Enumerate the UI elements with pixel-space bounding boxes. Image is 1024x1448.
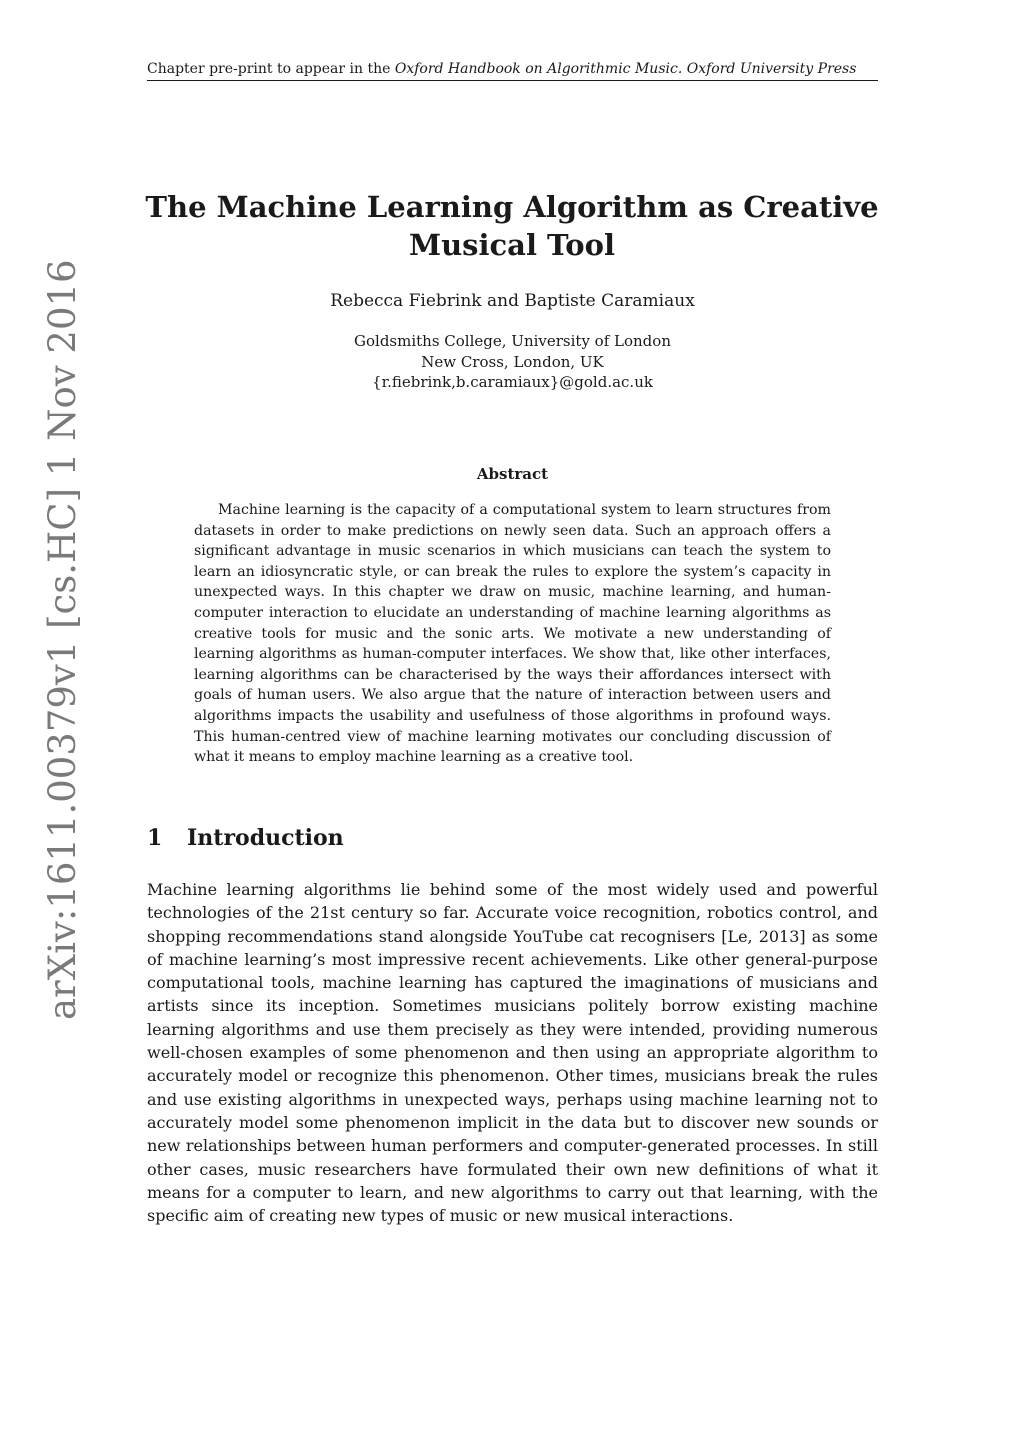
arxiv-identifier-stamp: arXiv:1611.00379v1 [cs.HC] 1 Nov 2016	[41, 259, 84, 1020]
affiliation-institution: Goldsmiths College, University of London	[354, 332, 671, 350]
author-list: Rebecca Fiebrink and Baptiste Caramiaux	[330, 291, 695, 311]
running-head	[147, 60, 878, 81]
affiliation-email: {r.fiebrink,b.caramiaux}@gold.ac.uk	[372, 373, 653, 391]
affiliation-block	[147, 331, 878, 393]
section-title: Introduction	[187, 825, 344, 851]
section-heading	[147, 824, 878, 852]
abstract-heading: Abstract	[476, 465, 549, 483]
running-head-publisher: Oxford University Press	[686, 61, 857, 77]
running-head-book-title: Oxford Handbook on Algorithmic Music.	[394, 61, 683, 77]
running-head-prefix: Chapter pre-print to appear in the	[147, 61, 395, 77]
affiliation-location: New Cross, London, UK	[421, 352, 604, 371]
abstract-text: Machine learning is the capacity of a computational system to learn structures from datasets in order to make predictions on newly seen data. Such an approach offers a significant advantage in music scenarios in which musicians can teach the system to learn an idiosyncratic style, or can break the rules to explore the system’s capacity in unexpected ways. In this chapter we draw on music, machine learning, and human-computer interaction to elucidate an understanding of machine learning algorithms as creative tools for music and the sonic arts. We motivate a new understanding of learning algorithms as human-computer interfaces. We show that, like other interfaces, learning algorithms can be characterised by the ways their affordances intersect with goals of human users. We also argue that the nature of interaction between users and algorithms impacts the usability and usefulness of those algorithms in profound ways. This human-centred view of machine learning motivates our concluding discussion of what it means to employ machine learning as a creative tool.	[194, 502, 831, 766]
section-number: 1	[147, 825, 163, 851]
introduction-paragraph: Machine learning algorithms lie behind some of the most widely used and powerful technologies of the 21st century so far. Accurate voice recognition, robotics control, and shopping recommendations stand alongside YouTube cat recognisers [Le, 2013] as some of machine learning’s most impressive recent achievements. Like other general-purpose computational tools, machine learning has captured the imaginations of musicians and artists since its inception. Sometimes musicians politely borrow existing machine learning algorithms and use them precisely as they were intended, providing numerous well-chosen examples of some phenomenon and then using an appropriate algorithm to accurately model or recognize this phenomenon. Other times, musicians break the rules and use existing algorithms in unexpected ways, perhaps using machine learning not to accurately model some phenomenon implicit in the data but to discover new sounds or new relationships between human performers and computer-generated processes. In still other cases, music researchers have formulated their own new definitions of what it means for a computer to learn, and new algorithms to carry out that learning, with the specific aim of creating new types of music or new musical interactions.	[147, 880, 878, 1226]
paper-title: The Machine Learning Algorithm as Creative Musical Tool	[145, 190, 879, 262]
